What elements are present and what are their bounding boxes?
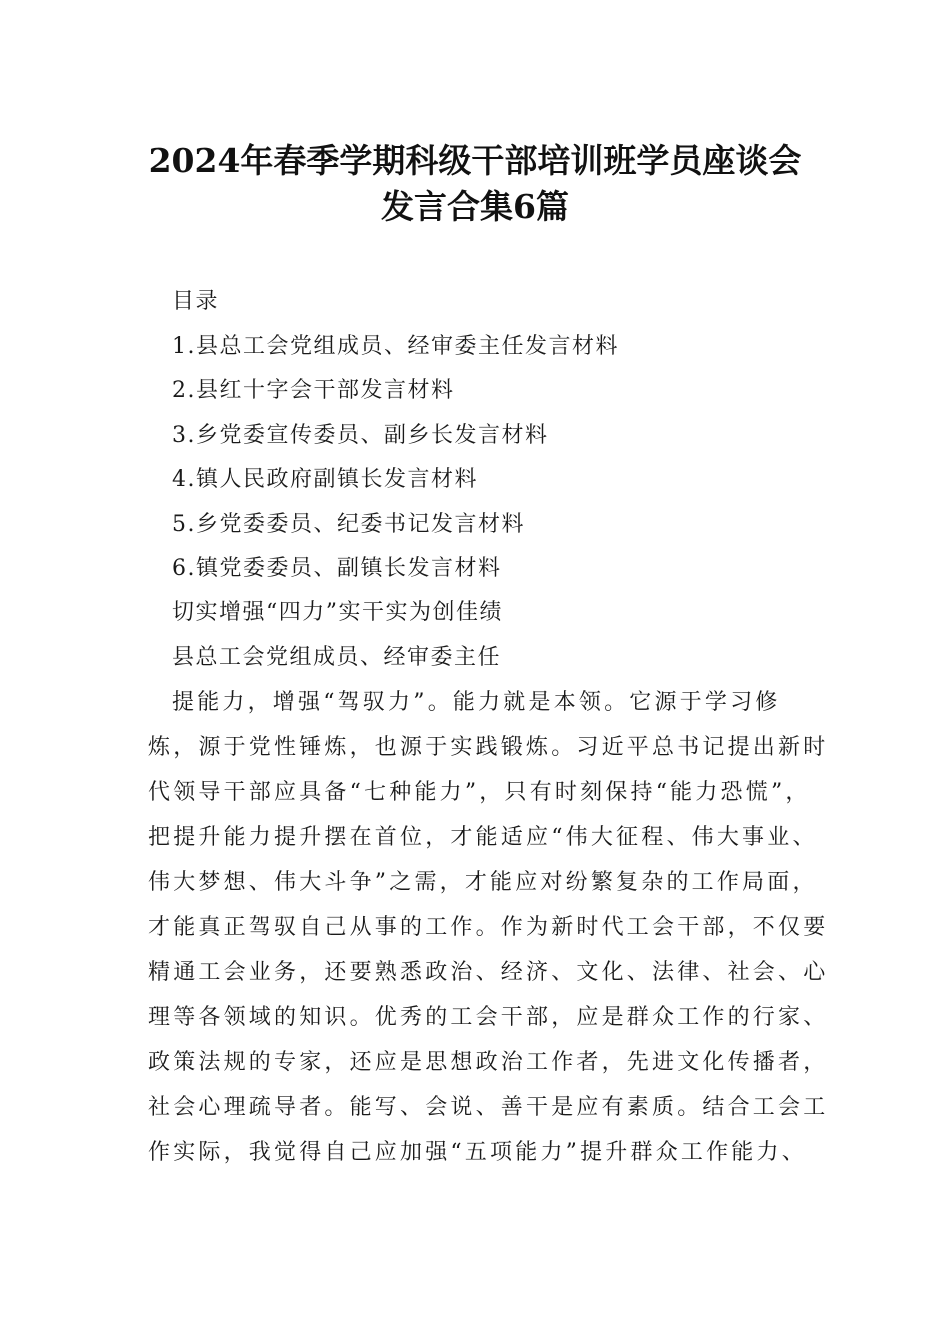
speech-title: 切实增强“四力”实干实为创佳绩 [172, 600, 503, 625]
paragraph-line: 作实际，我觉得自己应加强“五项能力”提升群众工作能力、 [148, 1140, 807, 1165]
paragraph-line: 提能力，增强“驾驭力”。能力就是本领。它源于学习修 [172, 690, 781, 715]
toc-item: 1.县总工会党组成员、经审委主任发言材料 [172, 333, 619, 359]
speech-speaker: 县总工会党组成员、经审委主任 [172, 644, 502, 670]
speech-header [172, 591, 852, 680]
paragraph-line: 精通工会业务，还要熟悉政治、经济、文化、法律、社会、心 [148, 960, 829, 985]
paragraph-line: 政策法规的专家，还应是思想政治工作者，先进文化传播者， [148, 1050, 829, 1075]
paragraph-line: 社会心理疏导者。能写、会说、善干是应有素质。结合工会工 [148, 1095, 829, 1120]
paragraph-line: 理等各领域的知识。优秀的工会干部，应是群众工作的行家、 [148, 1005, 829, 1030]
paragraph-line: 把提升能力提升摆在首位，才能适应“伟大征程、伟大事业、 [148, 825, 818, 850]
toc-item: 5.乡党委委员、纪委书记发言材料 [172, 511, 525, 537]
title-line-1: 2024年春季学期科级干部培训班学员座谈会 [148, 141, 802, 180]
toc-item: 6.镇党委委员、副镇长发言材料 [172, 556, 502, 581]
toc-item: 2.县红十字会干部发言材料 [172, 378, 455, 403]
table-of-contents [172, 280, 852, 592]
paragraph-line: 伟大梦想、伟大斗争”之需，才能应对纷繁复杂的工作局面， [148, 870, 818, 895]
paragraph-line: 才能真正驾驭自己从事的工作。作为新时代工会干部，不仅要 [148, 915, 829, 940]
toc-item: 4.镇人民政府副镇长发言材料 [172, 467, 478, 492]
document-title [100, 138, 850, 230]
paragraph-line: 炼，源于党性锤炼，也源于实践锻炼。习近平总书记提出新时 [148, 735, 829, 760]
paragraph-line: 代领导干部应具备“七种能力”，只有时刻保持“能力恐慌”， [148, 780, 811, 805]
toc-item: 3.乡党委宣传委员、副乡长发言材料 [172, 422, 549, 448]
toc-heading: 目录 [172, 289, 220, 314]
speech-paragraph [148, 680, 848, 1175]
title-line-2: 发言合集6篇 [381, 187, 569, 226]
